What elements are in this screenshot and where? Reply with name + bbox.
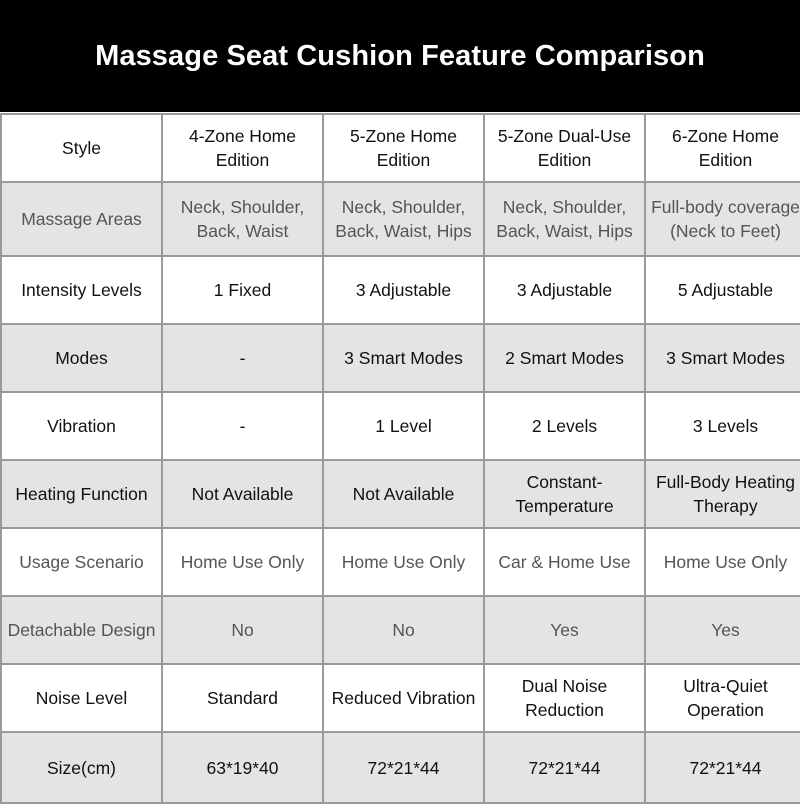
page-title: Massage Seat Cushion Feature Comparison [95,39,705,72]
cell-style-4zone: 4-Zone Home Edition [162,114,323,182]
row-modes [1,324,800,392]
row-label-noise-level: Noise Level [1,664,162,732]
cell-size-5zone-dual: 72*21*44 [484,732,645,803]
cell-modes-4zone: - [162,324,323,392]
cell-modes-5zone: 3 Smart Modes [323,324,484,392]
cell-massage-areas-5zone-dual: Neck, Shoulder, Back, Waist, Hips [484,182,645,256]
row-massage-areas [1,182,800,256]
header-bar [0,0,800,112]
cell-size-4zone: 63*19*40 [162,732,323,803]
cell-intensity-5zone: 3 Adjustable [323,256,484,324]
row-label-massage-areas: Massage Areas [1,182,162,256]
cell-detachable-6zone: Yes [645,596,800,664]
cell-noise-4zone: Standard [162,664,323,732]
cell-massage-areas-6zone: Full-body coverage (Neck to Feet) [645,182,800,256]
cell-massage-areas-5zone: Neck, Shoulder, Back, Waist, Hips [323,182,484,256]
row-intensity-levels [1,256,800,324]
row-size [1,732,800,803]
cell-usage-5zone: Home Use Only [323,528,484,596]
cell-heating-5zone-dual: Constant-Temperature [484,460,645,528]
cell-detachable-4zone: No [162,596,323,664]
cell-size-6zone: 72*21*44 [645,732,800,803]
cell-vibration-5zone: 1 Level [323,392,484,460]
row-label-size: Size(cm) [1,732,162,803]
cell-noise-6zone: Ultra-Quiet Operation [645,664,800,732]
cell-style-5zone: 5-Zone Home Edition [323,114,484,182]
row-detachable-design [1,596,800,664]
cell-vibration-5zone-dual: 2 Levels [484,392,645,460]
cell-usage-6zone: Home Use Only [645,528,800,596]
cell-vibration-4zone: - [162,392,323,460]
cell-intensity-4zone: 1 Fixed [162,256,323,324]
cell-modes-5zone-dual: 2 Smart Modes [484,324,645,392]
cell-heating-5zone: Not Available [323,460,484,528]
row-label-intensity-levels: Intensity Levels [1,256,162,324]
cell-style-5zone-dual: 5-Zone Dual-Use Edition [484,114,645,182]
cell-heating-4zone: Not Available [162,460,323,528]
cell-noise-5zone-dual: Dual Noise Reduction [484,664,645,732]
cell-intensity-5zone-dual: 3 Adjustable [484,256,645,324]
row-label-usage-scenario: Usage Scenario [1,528,162,596]
row-usage-scenario [1,528,800,596]
row-vibration [1,392,800,460]
cell-intensity-6zone: 5 Adjustable [645,256,800,324]
cell-noise-5zone: Reduced Vibration [323,664,484,732]
row-noise-level [1,664,800,732]
row-label-vibration: Vibration [1,392,162,460]
cell-heating-6zone: Full-Body Heating Therapy [645,460,800,528]
cell-usage-5zone-dual: Car & Home Use [484,528,645,596]
row-label-detachable-design: Detachable Design [1,596,162,664]
row-label-style: Style [1,114,162,182]
cell-usage-4zone: Home Use Only [162,528,323,596]
cell-size-5zone: 72*21*44 [323,732,484,803]
cell-detachable-5zone: No [323,596,484,664]
row-style [1,114,800,182]
cell-detachable-5zone-dual: Yes [484,596,645,664]
row-heating-function [1,460,800,528]
cell-vibration-6zone: 3 Levels [645,392,800,460]
cell-style-6zone: 6-Zone Home Edition [645,114,800,182]
cell-modes-6zone: 3 Smart Modes [645,324,800,392]
row-label-heating-function: Heating Function [1,460,162,528]
row-label-modes: Modes [1,324,162,392]
comparison-table [0,113,800,804]
cell-massage-areas-4zone: Neck, Shoulder, Back, Waist [162,182,323,256]
